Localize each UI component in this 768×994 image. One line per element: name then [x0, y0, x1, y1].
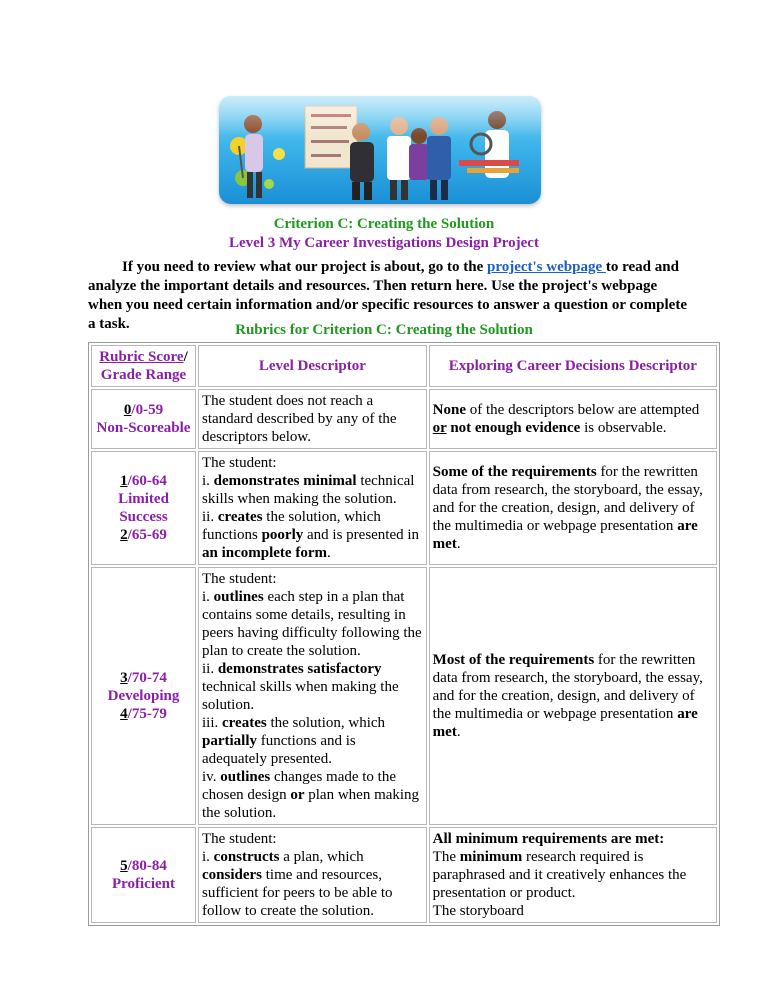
- score-range: /0-59: [131, 402, 164, 418]
- rubric-table: [88, 342, 720, 926]
- item-num: iv.: [202, 769, 221, 785]
- item-num: iii.: [202, 715, 223, 731]
- item-bold: poorly: [261, 527, 304, 543]
- item-bold: or: [290, 787, 305, 803]
- table-row: [91, 451, 717, 565]
- item-bold: outlines: [213, 589, 264, 605]
- item-text: and is presented in: [303, 527, 420, 543]
- header-level-descriptor: Level Descriptor: [198, 345, 427, 387]
- item-text: the solution, which functions: [202, 509, 381, 543]
- exp-bold: Some of the requirements: [432, 464, 597, 480]
- exp-heading: All minimum requirements are met:: [432, 831, 665, 847]
- exp-text: The: [432, 849, 460, 865]
- item-text: technical skills when making the solution.: [202, 679, 399, 713]
- exploring-descriptor-cell: [429, 827, 717, 923]
- exp-text: research required is paraphrased and it creatively enhances the presentation or product.: [432, 849, 687, 901]
- item-text: functions and is adequately presented.: [202, 733, 356, 767]
- score-cell: [91, 567, 196, 825]
- exploring-descriptor-cell: [429, 451, 717, 565]
- score-number: 2: [120, 527, 128, 543]
- score-label: Developing: [107, 688, 180, 704]
- table-row: [91, 827, 717, 923]
- item-bold: creates: [217, 509, 263, 525]
- item-text: the solution, which: [266, 715, 386, 731]
- item-text: technical skills when making the solution.: [202, 473, 415, 507]
- score-cell: [91, 389, 196, 449]
- item-text: .: [326, 545, 331, 561]
- item-text: plan when making the solution.: [202, 787, 420, 821]
- exp-bold: None: [432, 402, 467, 418]
- item-num: i.: [202, 473, 214, 489]
- item-bold: constructs: [213, 849, 280, 865]
- exp-bold: Most of the requirements: [432, 652, 595, 668]
- header-score-slash: /: [183, 349, 188, 365]
- exp-bold: not enough evidence: [446, 420, 581, 436]
- level-intro: The student:: [202, 455, 277, 471]
- score-range: /65-69: [127, 527, 167, 543]
- exp-text: .: [456, 724, 461, 740]
- item-num: ii.: [202, 661, 218, 677]
- level-intro: The student:: [202, 571, 277, 587]
- item-num: i.: [202, 849, 214, 865]
- level-descriptor-cell: [198, 451, 427, 565]
- score-label: Limited Success: [118, 491, 169, 525]
- score-number: 0: [123, 402, 132, 418]
- score-label: Non-Scoreable: [96, 420, 191, 436]
- item-text: changes made to the chosen design: [202, 769, 397, 803]
- header-exploring-descriptor: Exploring Career Decisions Descriptor: [429, 345, 717, 387]
- item-bold: demonstrates minimal: [213, 473, 357, 489]
- exp-text: is observable.: [580, 420, 667, 436]
- table-header-row: [91, 345, 717, 387]
- exp-text: .: [456, 536, 461, 552]
- exp-bold: are met: [432, 706, 698, 740]
- project-title: Level 3 My Career Investigations Design Project: [229, 235, 539, 251]
- score-number: 1: [120, 473, 128, 489]
- exp-text: The storyboard: [432, 903, 524, 919]
- item-bold: demonstrates satisfactory: [217, 661, 382, 677]
- item-bold: outlines: [220, 769, 271, 785]
- exploring-descriptor-cell: [429, 389, 717, 449]
- intro-text-before: If you need to review what our project is about, go to the: [122, 259, 487, 275]
- level-descriptor-cell: [198, 567, 427, 825]
- item-num: i.: [202, 589, 214, 605]
- score-number: 3: [120, 670, 128, 686]
- score-number: 5: [120, 858, 128, 874]
- header-rubric-score: [91, 345, 196, 387]
- item-num: ii.: [202, 509, 218, 525]
- level-descriptor-cell: [198, 827, 427, 923]
- exp-bold: are met: [432, 518, 698, 552]
- exp-text: for the rewritten data from research, the storyboard, the essay, and for the creation, design, and delivery of the multimedia or webpage presentation: [432, 464, 703, 534]
- careers-banner-image: [219, 96, 541, 204]
- score-range: /75-79: [127, 706, 167, 722]
- item-text: a plan, which: [279, 849, 364, 865]
- score-cell: [91, 827, 196, 923]
- item-bold: partially: [202, 733, 257, 749]
- score-number: 4: [120, 706, 128, 722]
- exp-bold-underline: or: [432, 420, 447, 436]
- item-text: each step in a plan that contains some details, resulting in peers having difficulty following the plan to create the solution.: [202, 589, 422, 659]
- exp-text: for the rewritten data from research, the storyboard, the essay, and for the creation, design, and delivery of the multimedia or webpage presentation: [432, 652, 703, 722]
- level-intro: The student:: [202, 831, 277, 847]
- header-grade-range: Grade Range: [100, 367, 187, 383]
- exp-text: of the descriptors below are attempted: [466, 402, 700, 418]
- score-range: /80-84: [127, 858, 167, 874]
- item-bold: considers: [202, 867, 262, 883]
- intro-text-after: to read and analyze the important details and resources. Then return here. Use the project's webpage when you need certain information and/or specific resources to answer a question or complete a task.: [88, 259, 687, 332]
- table-row: [91, 389, 717, 449]
- item-bold: creates: [222, 715, 267, 731]
- projects-webpage-link[interactable]: project's webpage: [486, 259, 606, 275]
- header-score-link[interactable]: Rubric Score: [99, 349, 184, 365]
- score-range: /70-74: [127, 670, 167, 686]
- exp-bold: minimum: [459, 849, 523, 865]
- item-bold: an incomplete form: [202, 545, 327, 561]
- criterion-title: Criterion C: Creating the Solution: [273, 216, 495, 232]
- score-cell: [91, 451, 196, 565]
- rubrics-title: Rubrics for Criterion C: Creating the Solution: [235, 322, 533, 338]
- level-descriptor-cell: The student does not reach a standard described by any of the descriptors below.: [198, 389, 427, 449]
- exploring-descriptor-cell: [429, 567, 717, 825]
- score-range: /60-64: [127, 473, 167, 489]
- table-row: [91, 567, 717, 825]
- score-label: Proficient: [111, 876, 176, 892]
- item-text: time and resources, sufficient for peers to be able to follow to create the solution.: [202, 867, 393, 919]
